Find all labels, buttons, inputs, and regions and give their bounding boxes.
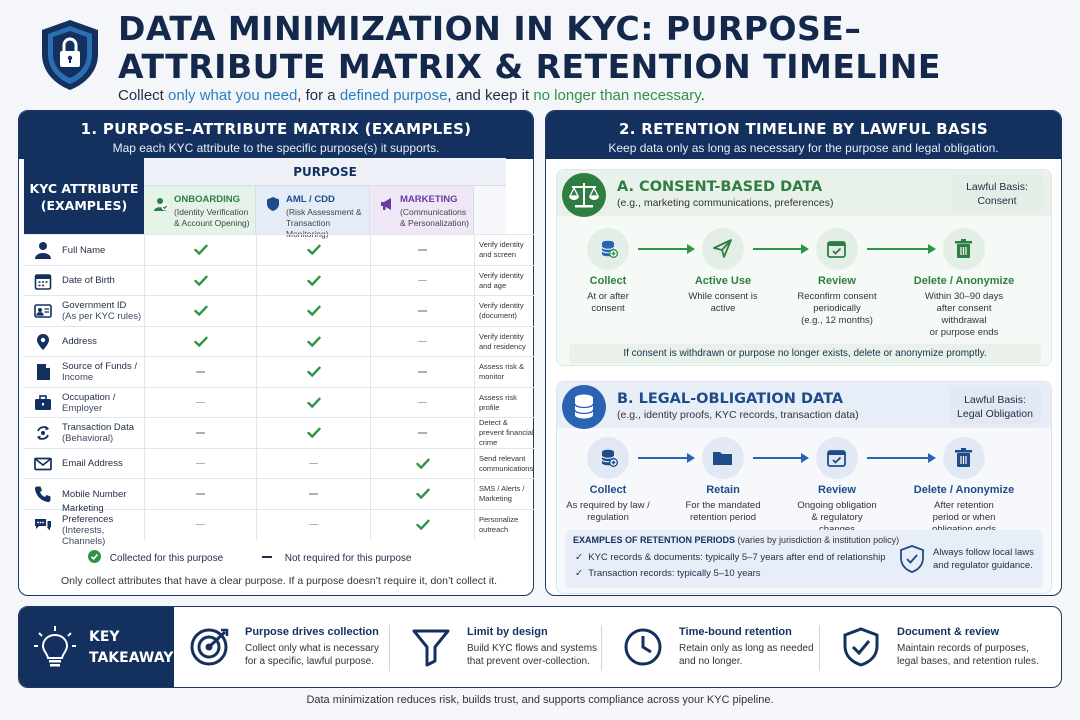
timeline-step-desc: As required by law / regulation: [566, 500, 650, 523]
send-icon: [712, 238, 734, 260]
dash-icon: [418, 310, 427, 312]
dash-icon: [262, 556, 272, 558]
purpose-attribute-matrix: [24, 158, 534, 547]
examples-title: EXAMPLES OF RETENTION PERIODS: [573, 535, 736, 545]
takeaway-divider: [819, 625, 820, 671]
briefcase-icon: [34, 394, 52, 412]
check-icon: [307, 366, 321, 378]
matrix-cell: [256, 266, 370, 296]
purpose-col-onboarding: ONBOARDING (Identity Verification & Account Opening): [144, 186, 256, 234]
purpose-col-aml: AML / CDD (Risk Assessment & Transaction Monitoring): [256, 186, 370, 234]
attribute-purpose-note: Detect & prevent financial crime: [474, 418, 534, 448]
timeline-step-icon: [702, 437, 744, 479]
timeline-step-label: Active Use: [694, 275, 752, 287]
chat-icon: [34, 516, 52, 534]
database-add-icon: [597, 447, 619, 469]
shield-check-icon: [899, 544, 925, 574]
takeaway-item: [897, 626, 1062, 668]
matrix-cell: [370, 449, 474, 479]
matrix-cell: [144, 418, 256, 448]
dash-icon: [196, 524, 205, 526]
shield-lock-icon: [38, 18, 102, 92]
check-icon: [416, 458, 430, 470]
matrix-cell: [144, 327, 256, 357]
attribute-name: Occupation / Employer: [62, 391, 116, 414]
legal-section-sub: (e.g., identity proofs, KYC records, transaction data): [617, 409, 859, 421]
example-item: ✓ KYC records & documents: typically 5–7 years after end of relationship: [575, 552, 886, 563]
takeaway-desc: Collect only what is necessary for a specific, lawful purpose.: [245, 643, 379, 667]
exchange-icon: [34, 424, 52, 442]
dash-icon: [418, 432, 427, 434]
check-icon: [307, 397, 321, 409]
database-add-icon: [597, 238, 619, 260]
examples-note: (varies by jurisdiction & institution policy): [737, 535, 900, 545]
table-row: [24, 326, 534, 357]
matrix-panel-header: [19, 111, 533, 159]
check-icon: [307, 244, 321, 256]
attribute-purpose-note: Assess risk & monitor: [474, 357, 534, 387]
takeaway-item: [467, 626, 637, 668]
consent-section-sub: (e.g., marketing communications, preferences): [617, 197, 834, 209]
timeline-step-label: Collect: [589, 275, 627, 287]
check-icon: [307, 275, 321, 287]
dash-icon: [196, 493, 205, 495]
key-takeaways: [18, 606, 1062, 688]
timeline-arrow: [638, 248, 693, 250]
matrix-cell: [370, 479, 474, 509]
check-icon: [307, 305, 321, 317]
attribute-purpose-note: Personalize outreach: [474, 510, 534, 540]
folder-icon: [712, 447, 734, 469]
calendar-check-icon: [826, 238, 848, 260]
calendar-check-icon: [826, 447, 848, 469]
matrix-title: 1. PURPOSE–ATTRIBUTE MATRIX (EXAMPLES): [80, 120, 472, 138]
timeline-step-icon: [587, 437, 629, 479]
table-row: [24, 387, 534, 418]
example-item: ✓ Transaction records: typically 5–10 years: [575, 568, 761, 579]
attribute-purpose-note: Verify identity and screen: [474, 235, 534, 265]
attribute-name: Date of Birth: [62, 275, 115, 286]
target-icon: [189, 627, 229, 667]
matrix-cell: [370, 388, 474, 418]
timeline-step-label: Review: [818, 484, 856, 496]
timeline-step-icon: [816, 228, 858, 270]
legal-basis-badge: Lawful Basis: Legal Obligation: [949, 387, 1041, 425]
shield-check-icon: [841, 627, 881, 667]
attribute-name: Transaction Data (Behavioral): [62, 422, 134, 444]
takeaway-divider: [601, 625, 602, 671]
matrix-cell: [144, 235, 256, 265]
legal-obligation-section: [556, 381, 1052, 594]
matrix-subtitle: Map each KYC attribute to the specific purpose(s) it supports.: [112, 141, 440, 155]
trash-icon: [953, 447, 975, 469]
timeline-step-icon: [587, 228, 629, 270]
attribute-purpose-note: Verify identity and residency: [474, 327, 534, 357]
timeline-step-desc: While consent is active: [688, 291, 758, 314]
megaphone-icon: [379, 196, 395, 212]
check-icon: [416, 519, 430, 531]
funnel-icon: [411, 627, 451, 667]
matrix-cell: [256, 479, 370, 509]
matrix-cell: [370, 296, 474, 326]
timeline-step-icon: [943, 437, 985, 479]
attribute-name: Marketing Preferences (Interests, Channels): [62, 502, 114, 547]
scales-icon: [561, 172, 607, 218]
dash-icon: [309, 463, 318, 465]
timeline-step-label: Retain: [706, 484, 740, 496]
timeline-step-label: Delete / Anonymize: [913, 484, 1015, 496]
matrix-cell: [144, 449, 256, 479]
timeline-step-icon: [943, 228, 985, 270]
takeaway-desc: Build KYC flows and systems that prevent over-collection.: [467, 643, 598, 667]
always-follow-note: Always follow local laws and regulator guidance.: [933, 547, 1034, 571]
table-row: [24, 234, 534, 265]
matrix-cell: [144, 510, 256, 540]
location-pin-icon: [34, 333, 52, 351]
consent-note: If consent is withdrawn or purpose no longer exists, delete or anonymize promptly.: [569, 344, 1041, 364]
legal-section-title: B. LEGAL-OBLIGATION DATA: [617, 391, 844, 407]
phone-icon: [34, 485, 52, 503]
retention-examples-box: [565, 530, 1043, 588]
dash-icon: [418, 371, 427, 373]
table-row: [24, 448, 534, 479]
timeline-arrow: [867, 457, 934, 459]
takeaways-title: KEY TAKEAWAYS: [89, 629, 184, 666]
timeline-step-label: Collect: [589, 484, 627, 496]
document-icon: [34, 363, 52, 381]
dash-icon: [196, 402, 205, 404]
timeline-step-desc: For the mandated retention period: [685, 500, 761, 523]
check-circle-icon: [88, 550, 101, 563]
dash-icon: [418, 341, 427, 343]
shield-icon: [265, 196, 281, 212]
timeline-step-desc: After retention period or when: [932, 500, 996, 523]
timeline-step-icon: [816, 437, 858, 479]
takeaway-title: Purpose drives collection: [245, 626, 379, 638]
check-icon: [194, 336, 208, 348]
takeaway-title: Document & review: [897, 626, 1000, 638]
attribute-name: Email Address: [62, 458, 123, 469]
timeline-step-label: Review: [818, 275, 856, 287]
consent-section: [556, 169, 1052, 366]
timeline-step-desc: Within 30–90 days after consent withdrawal or purpose ends: [924, 291, 1004, 338]
table-row: [24, 417, 534, 448]
check-icon: [194, 244, 208, 256]
matrix-cell: [144, 266, 256, 296]
takeaway-title: Limit by design: [467, 626, 548, 638]
check-icon: [307, 427, 321, 439]
table-row: [24, 265, 534, 296]
matrix-cell: [256, 235, 370, 265]
matrix-cell: [144, 388, 256, 418]
dash-icon: [418, 280, 427, 282]
table-row: [24, 502, 534, 547]
attribute-purpose-note: Assess risk profile: [474, 388, 534, 418]
timeline-step-desc: Reconfirm consent periodically (e.g., 12 months): [797, 291, 877, 326]
attribute-name: Mobile Number: [62, 488, 127, 500]
matrix-legend: Collected for this purpose Not required for this purpose: [88, 550, 411, 564]
matrix-cell: [370, 235, 474, 265]
takeaway-title: Time-bound retention: [679, 626, 792, 638]
timeline-step-icon: [702, 228, 744, 270]
attribute-purpose-note: Verify identity (document): [474, 296, 534, 326]
matrix-cell: [370, 327, 474, 357]
matrix-cell: [256, 357, 370, 387]
attribute-purpose-note: Verify identity and age: [474, 266, 534, 296]
envelope-icon: [34, 455, 52, 473]
matrix-cell: [370, 357, 474, 387]
footer-text: Data minimization reduces risk, builds trust, and supports compliance across your KYC pipeline.: [306, 694, 774, 706]
matrix-cell: [256, 327, 370, 357]
timeline-step-label: Delete / Anonymize: [913, 275, 1015, 287]
consent-section-title: A. CONSENT-BASED DATA: [617, 179, 823, 195]
calendar-icon: [34, 272, 52, 290]
id-card-icon: [34, 302, 52, 320]
matrix-cell: [144, 479, 256, 509]
dash-icon: [309, 524, 318, 526]
retention-subtitle: Keep data only as long as necessary for the purpose and legal obligation.: [608, 141, 999, 155]
matrix-footnote: Only collect attributes that have a clear purpose. If a purpose doesn’t require it, don’t collect it.: [61, 575, 497, 587]
dash-icon: [418, 249, 427, 251]
matrix-cell: [256, 449, 370, 479]
retention-panel-header: [546, 111, 1061, 159]
matrix-cell: [256, 510, 370, 540]
purpose-header: PURPOSE: [144, 158, 506, 186]
timeline-step-desc: Ongoing obligation & regulatory: [797, 500, 877, 523]
page-subtitle: Collect only what you need, for a defined purpose, and keep it no longer than necessary.: [118, 87, 705, 104]
dash-icon: [196, 371, 205, 373]
takeaway-item: [679, 626, 849, 668]
matrix-cell: [144, 357, 256, 387]
matrix-cell: [370, 510, 474, 540]
attribute-name: Address: [62, 336, 97, 347]
person-check-icon: [153, 196, 169, 212]
attribute-purpose-note: Send relevant communications: [474, 449, 534, 479]
person-icon: [34, 241, 52, 259]
takeaway-desc: Maintain records of purposes, legal bases, and retention rules.: [897, 643, 1039, 667]
check-icon: [307, 336, 321, 348]
attribute-name: Full Name: [62, 244, 106, 256]
trash-icon: [953, 238, 975, 260]
lightbulb-icon: [33, 625, 77, 671]
check-icon: [416, 488, 430, 500]
matrix-cell: [144, 296, 256, 326]
attribute-name: Source of Funds / Income: [62, 361, 137, 383]
matrix-cell: [256, 418, 370, 448]
clock-icon: [623, 627, 663, 667]
attribute-header: KYC ATTRIBUTE (EXAMPLES): [24, 158, 144, 234]
matrix-cell: [370, 266, 474, 296]
matrix-cell: [370, 418, 474, 448]
attribute-purpose-note: SMS / Alerts / Marketing: [474, 479, 534, 509]
timeline-arrow: [753, 248, 807, 250]
matrix-cell: [256, 388, 370, 418]
purpose-col-marketing: MARKETING (Communications & Personalization): [370, 186, 474, 234]
takeaway-desc: Retain only as long as needed and no longer.: [679, 643, 814, 667]
dash-icon: [196, 463, 205, 465]
dash-icon: [418, 402, 427, 404]
matrix-cell: [256, 296, 370, 326]
check-icon: [194, 305, 208, 317]
timeline-step-desc: At or after consent: [587, 291, 629, 314]
dash-icon: [196, 432, 205, 434]
timeline-arrow: [753, 457, 807, 459]
table-row: [24, 356, 534, 387]
table-row: [24, 295, 534, 326]
consent-basis-badge: Lawful Basis: Consent: [951, 174, 1043, 212]
takeaway-divider: [389, 625, 390, 671]
timeline-arrow: [867, 248, 934, 250]
timeline-arrow: [638, 457, 693, 459]
database-icon: [561, 384, 607, 430]
page-title: DATA MINIMIZATION IN KYC: PURPOSE–ATTRIBUTE MATRIX & RETENTION TIMELINE: [118, 9, 941, 86]
check-icon: [194, 275, 208, 287]
retention-title: 2. RETENTION TIMELINE BY LAWFUL BASIS: [619, 120, 988, 138]
dash-icon: [309, 493, 318, 495]
attribute-name: Government ID (As per KYC rules): [62, 300, 142, 322]
